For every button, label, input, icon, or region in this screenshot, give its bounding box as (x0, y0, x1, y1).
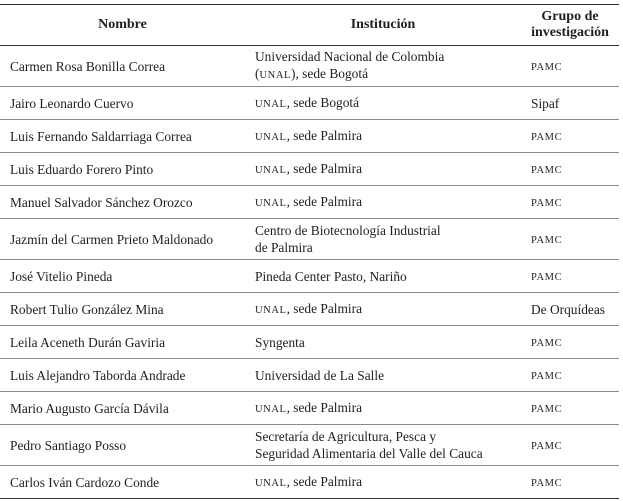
cell-institucion (245, 87, 521, 120)
cell-institucion: Pineda Center Pasto, Nariño (245, 260, 521, 293)
cell-institucion (245, 425, 521, 466)
institucion-abbrev: UNAL (255, 98, 287, 110)
cell-institucion (245, 392, 521, 425)
table-row (0, 46, 619, 87)
institucion-sede: ), sede Bogotá (291, 66, 369, 81)
institucion-sede: , sede Bogotá (286, 94, 360, 110)
cell-grupo (521, 120, 619, 153)
grupo-label: De Orquídeas (531, 301, 605, 317)
cell-grupo (521, 46, 619, 87)
header-grupo-line2: investigación (531, 25, 609, 40)
cell-nombre: Mario Augusto García Dávila (0, 392, 245, 425)
table-row (0, 260, 619, 293)
table-row (0, 293, 619, 326)
table-body (0, 46, 619, 499)
cell-institucion (245, 120, 521, 153)
header-nombre: Nombre (0, 5, 245, 46)
table-row (0, 359, 619, 392)
grupo-label: PAMC (531, 197, 563, 209)
institucion-paren-open: ( (255, 66, 260, 81)
cell-grupo (521, 392, 619, 425)
institucion-sede: , sede Palmira (286, 127, 363, 143)
cell-institucion (245, 153, 521, 186)
grupo-label: PAMC (531, 370, 563, 382)
cell-nombre: Robert Tulio González Mina (0, 293, 245, 326)
cell-institucion (245, 186, 521, 219)
cell-grupo (521, 219, 619, 260)
table-header (0, 5, 619, 46)
cell-grupo (521, 260, 619, 293)
institucion-abbrev: UNAL (255, 304, 287, 316)
cell-nombre: Carmen Rosa Bonilla Correa (0, 46, 245, 87)
table-row (0, 186, 619, 219)
institucion-line1: Secretaría de Agricultura, Pesca y (255, 429, 437, 444)
cell-nombre: Luis Fernando Saldarriaga Correa (0, 120, 245, 153)
grupo-label: PAMC (531, 403, 563, 415)
cell-grupo (521, 326, 619, 359)
cell-grupo (521, 153, 619, 186)
institucion-abbrev: UNAL (259, 70, 292, 81)
grupo-label: PAMC (531, 164, 563, 176)
institucion-sede: , sede Palmira (286, 399, 363, 415)
header-grupo-line1: Grupo de (541, 9, 599, 24)
table-row (0, 326, 619, 359)
institucion-line1: Universidad Nacional de Colombia (255, 49, 445, 64)
institucion-line2: de Palmira (255, 240, 313, 255)
grupo-label: Sipaf (531, 95, 560, 111)
table-row (0, 392, 619, 425)
institucion-abbrev: UNAL (255, 197, 287, 209)
grupo-label: PAMC (531, 234, 563, 246)
grupo-label: PAMC (531, 440, 563, 452)
table-row (0, 87, 619, 120)
institucion-abbrev: UNAL (255, 403, 287, 415)
cell-institucion: Universidad de La Salle (245, 359, 521, 392)
table-row (0, 425, 619, 466)
cell-nombre: Jairo Leonardo Cuervo (0, 87, 245, 120)
cell-nombre: Carlos Iván Cardozo Conde (0, 466, 245, 499)
institucion-abbrev: UNAL (255, 477, 287, 489)
table-row (0, 120, 619, 153)
cell-grupo (521, 425, 619, 466)
grupo-label: PAMC (531, 337, 563, 349)
cell-nombre: Pedro Santiago Posso (0, 425, 245, 466)
researchers-table (0, 4, 619, 499)
header-row (0, 5, 619, 46)
table-row (0, 219, 619, 260)
institucion-sede: , sede Palmira (286, 473, 363, 489)
institucion-abbrev: UNAL (255, 164, 287, 176)
institucion-abbrev: UNAL (255, 131, 287, 143)
institucion-line2: Seguridad Alimentaria del Valle del Cauca (255, 446, 483, 461)
institucion-sede: , sede Palmira (286, 193, 363, 209)
cell-institucion (245, 293, 521, 326)
cell-nombre: José Vitelio Pineda (0, 260, 245, 293)
institucion-sede: , sede Palmira (286, 160, 363, 176)
cell-institucion (245, 46, 521, 87)
cell-institucion: Syngenta (245, 326, 521, 359)
grupo-label: PAMC (531, 271, 563, 283)
grupo-label: PAMC (531, 61, 563, 73)
cell-nombre: Luis Alejandro Taborda Andrade (0, 359, 245, 392)
institucion-sede: , sede Palmira (286, 300, 363, 316)
cell-grupo (521, 87, 619, 120)
cell-nombre: Manuel Salvador Sánchez Orozco (0, 186, 245, 219)
header-grupo (521, 5, 619, 46)
cell-nombre: Jazmín del Carmen Prieto Maldonado (0, 219, 245, 260)
cell-institucion (245, 219, 521, 260)
cell-grupo (521, 293, 619, 326)
table-row (0, 153, 619, 186)
cell-institucion (245, 466, 521, 499)
cell-nombre: Luis Eduardo Forero Pinto (0, 153, 245, 186)
table-row (0, 466, 619, 499)
grupo-label: PAMC (531, 131, 563, 143)
cell-grupo (521, 359, 619, 392)
cell-nombre: Leila Aceneth Durán Gaviria (0, 326, 245, 359)
cell-grupo (521, 466, 619, 499)
institucion-line1: Centro de Biotecnología Industrial (255, 223, 441, 238)
header-institucion: Institución (245, 5, 521, 46)
cell-grupo (521, 186, 619, 219)
grupo-label: PAMC (531, 477, 563, 489)
